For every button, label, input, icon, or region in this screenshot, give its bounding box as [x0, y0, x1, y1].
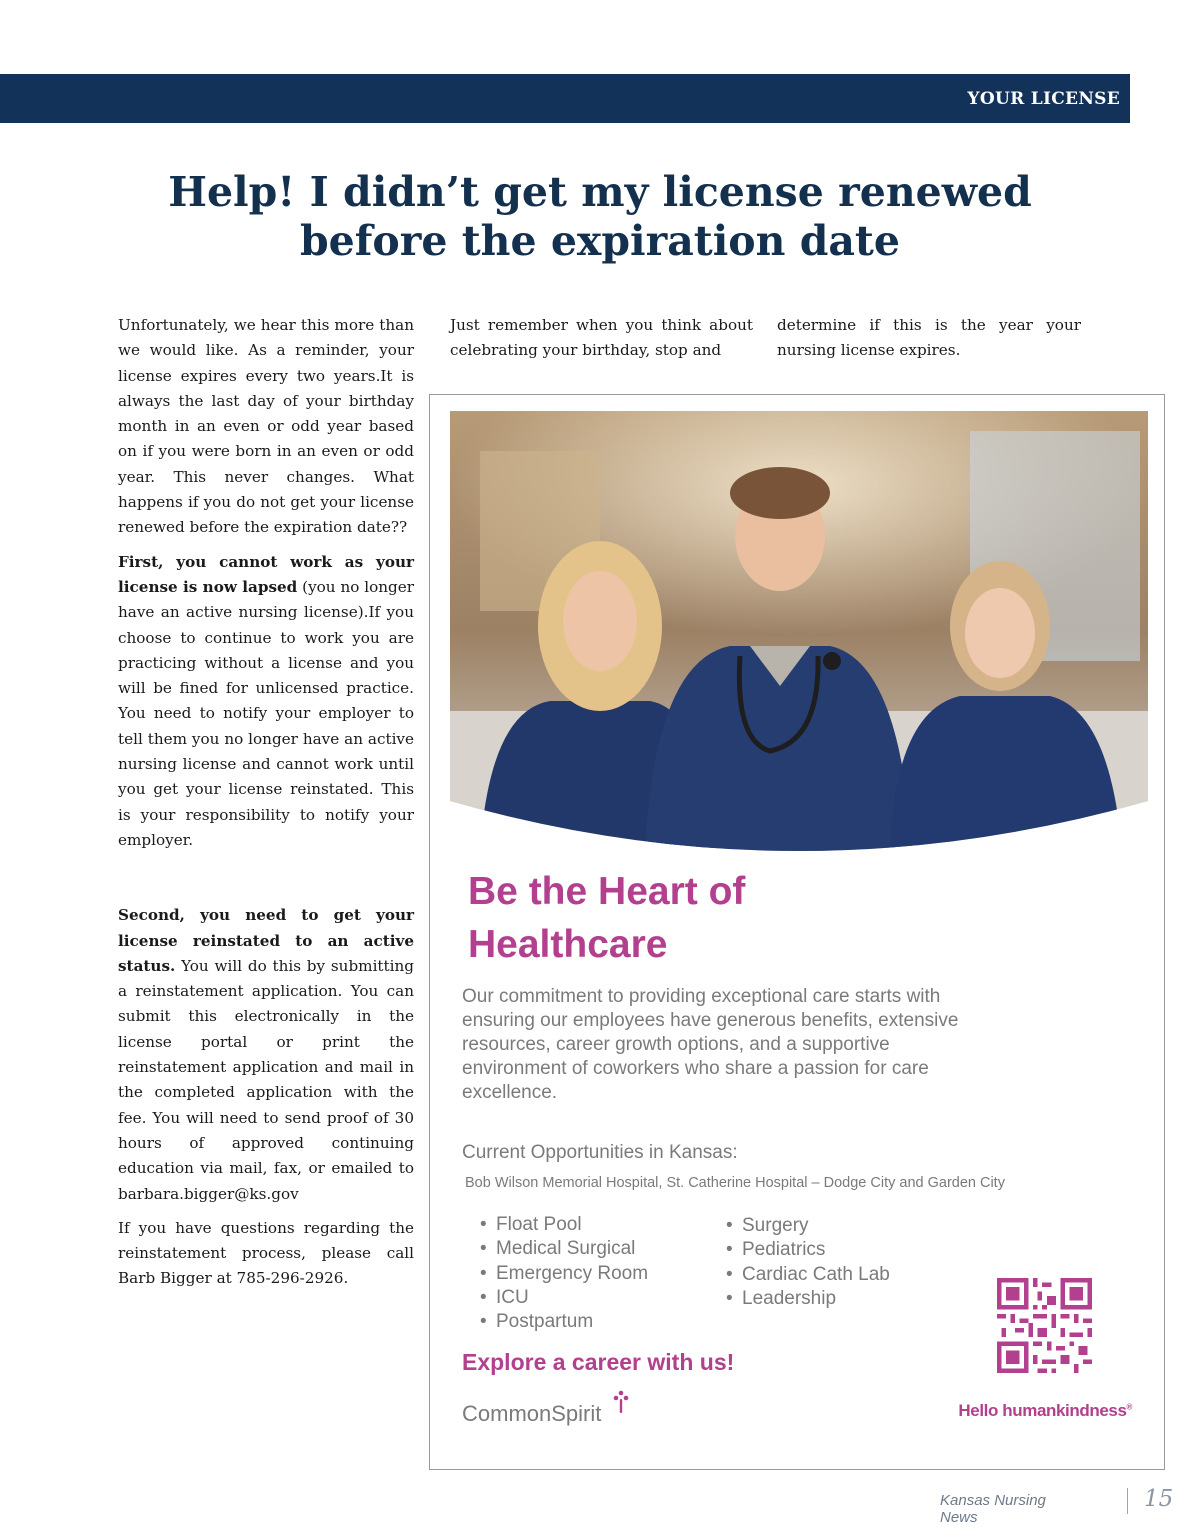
- paragraph-first-step-text: (you no longer have an active nursing license).If you choose to continue to work you are practicing without a license and you will be fined for unlicensed practice. You need to notify your employer to tell them you no longer have an active nursing license and cannot work until you get your license reinstated. This is your responsibility to notify your employer.: [118, 577, 414, 849]
- commonspirit-logo: [462, 1387, 642, 1427]
- list-item: • Cardiac Cath Lab: [726, 1263, 890, 1287]
- logo-mark-icon: [614, 1391, 629, 1413]
- paragraph-gap: [118, 862, 414, 903]
- section-header-bar: [0, 74, 1130, 123]
- article-column-3: [777, 313, 1081, 373]
- ad-headline-line1: Be the Heart of: [468, 870, 746, 913]
- logo-text: CommonSpirit: [462, 1401, 602, 1426]
- page-footer: [940, 1486, 1174, 1526]
- article-column-1: [118, 313, 414, 1301]
- article-title-line1: Help! I didn’t get my license renewed: [168, 168, 1032, 216]
- list-item: • Postpartum: [480, 1310, 648, 1334]
- list-item: • Pediatrics: [726, 1238, 890, 1262]
- paragraph-reminder-continued: determine if this is the year your nursing license expires.: [777, 316, 1081, 360]
- paragraph-second-step-text: You will do this by submitting a reinstatement application. You can submit this electronically in the license portal or print the reinstatement application and mail in the completed application with the fee. You will need to send proof of 30 hours of approved continuing education via mail, fax, or emailed to barbara.bigger@ks.gov: [118, 956, 414, 1203]
- ad-headline: [468, 865, 745, 971]
- advertisement[interactable]: [429, 394, 1165, 1470]
- list-item: • Leadership: [726, 1287, 890, 1311]
- list-item: • ICU: [480, 1286, 648, 1310]
- qr-code-icon[interactable]: [997, 1278, 1092, 1373]
- opportunities-list-left: [480, 1213, 648, 1334]
- paragraph-first-step-bold: First, you cannot work as your license is now lapsed: [118, 552, 414, 596]
- hello-humankindness-tagline: [958, 1401, 1132, 1421]
- paragraph-reminder: Just remember when you think about celebrating your birthday, stop and: [450, 316, 753, 360]
- article-column-2: [450, 313, 753, 373]
- paragraph-intro: Unfortunately, we hear this more than we would like. As a reminder, your license expires every two years.It is always the last day of your birthday month in an even or odd year based on if you were born in an even or odd year. This never changes. What happens if you do not get your license renewed before the expiration date??: [118, 316, 414, 537]
- footer-divider: [1127, 1488, 1128, 1514]
- paragraph-contact: If you have questions regarding the reinstatement process, please call Barb Bigger at 785-296-2926.: [118, 1218, 414, 1288]
- nurses-photo: [450, 411, 1148, 851]
- page-number: 15: [1144, 1486, 1174, 1512]
- ad-body-text: Our commitment to providing exceptional care starts with ensuring our employees have generous benefits, extensive resources, career growth options, and a supportive environment of coworkers who share a passion for care excellence.: [462, 986, 959, 1103]
- ad-headline-line2: Healthcare: [468, 923, 668, 966]
- paragraph-first-step: [118, 550, 414, 854]
- article-title-line2: before the expiration date: [300, 217, 900, 265]
- opportunities-heading: Current Opportunities in Kansas:: [462, 1142, 738, 1163]
- paragraph-second-step: [118, 903, 414, 1207]
- paragraph-second-step-bold: Second, you need to get your license reinstated to an active status.: [118, 906, 414, 975]
- hospital-locations: Bob Wilson Memorial Hospital, St. Catherine Hospital – Dodge City and Garden City: [465, 1175, 1005, 1191]
- article-title: [100, 168, 1100, 266]
- registered-mark: ®: [1126, 1402, 1132, 1412]
- publication-name: Kansas Nursing News: [940, 1492, 1046, 1526]
- cta-explore-career[interactable]: Explore a career with us!: [462, 1349, 735, 1375]
- list-item: • Medical Surgical: [480, 1237, 648, 1261]
- opportunities-list-right: [726, 1214, 890, 1311]
- list-item: • Float Pool: [480, 1213, 648, 1237]
- list-item: • Emergency Room: [480, 1262, 648, 1286]
- list-item: • Surgery: [726, 1214, 890, 1238]
- tagline-text: Hello humankindness: [958, 1401, 1127, 1420]
- section-label: YOUR LICENSE: [967, 89, 1120, 109]
